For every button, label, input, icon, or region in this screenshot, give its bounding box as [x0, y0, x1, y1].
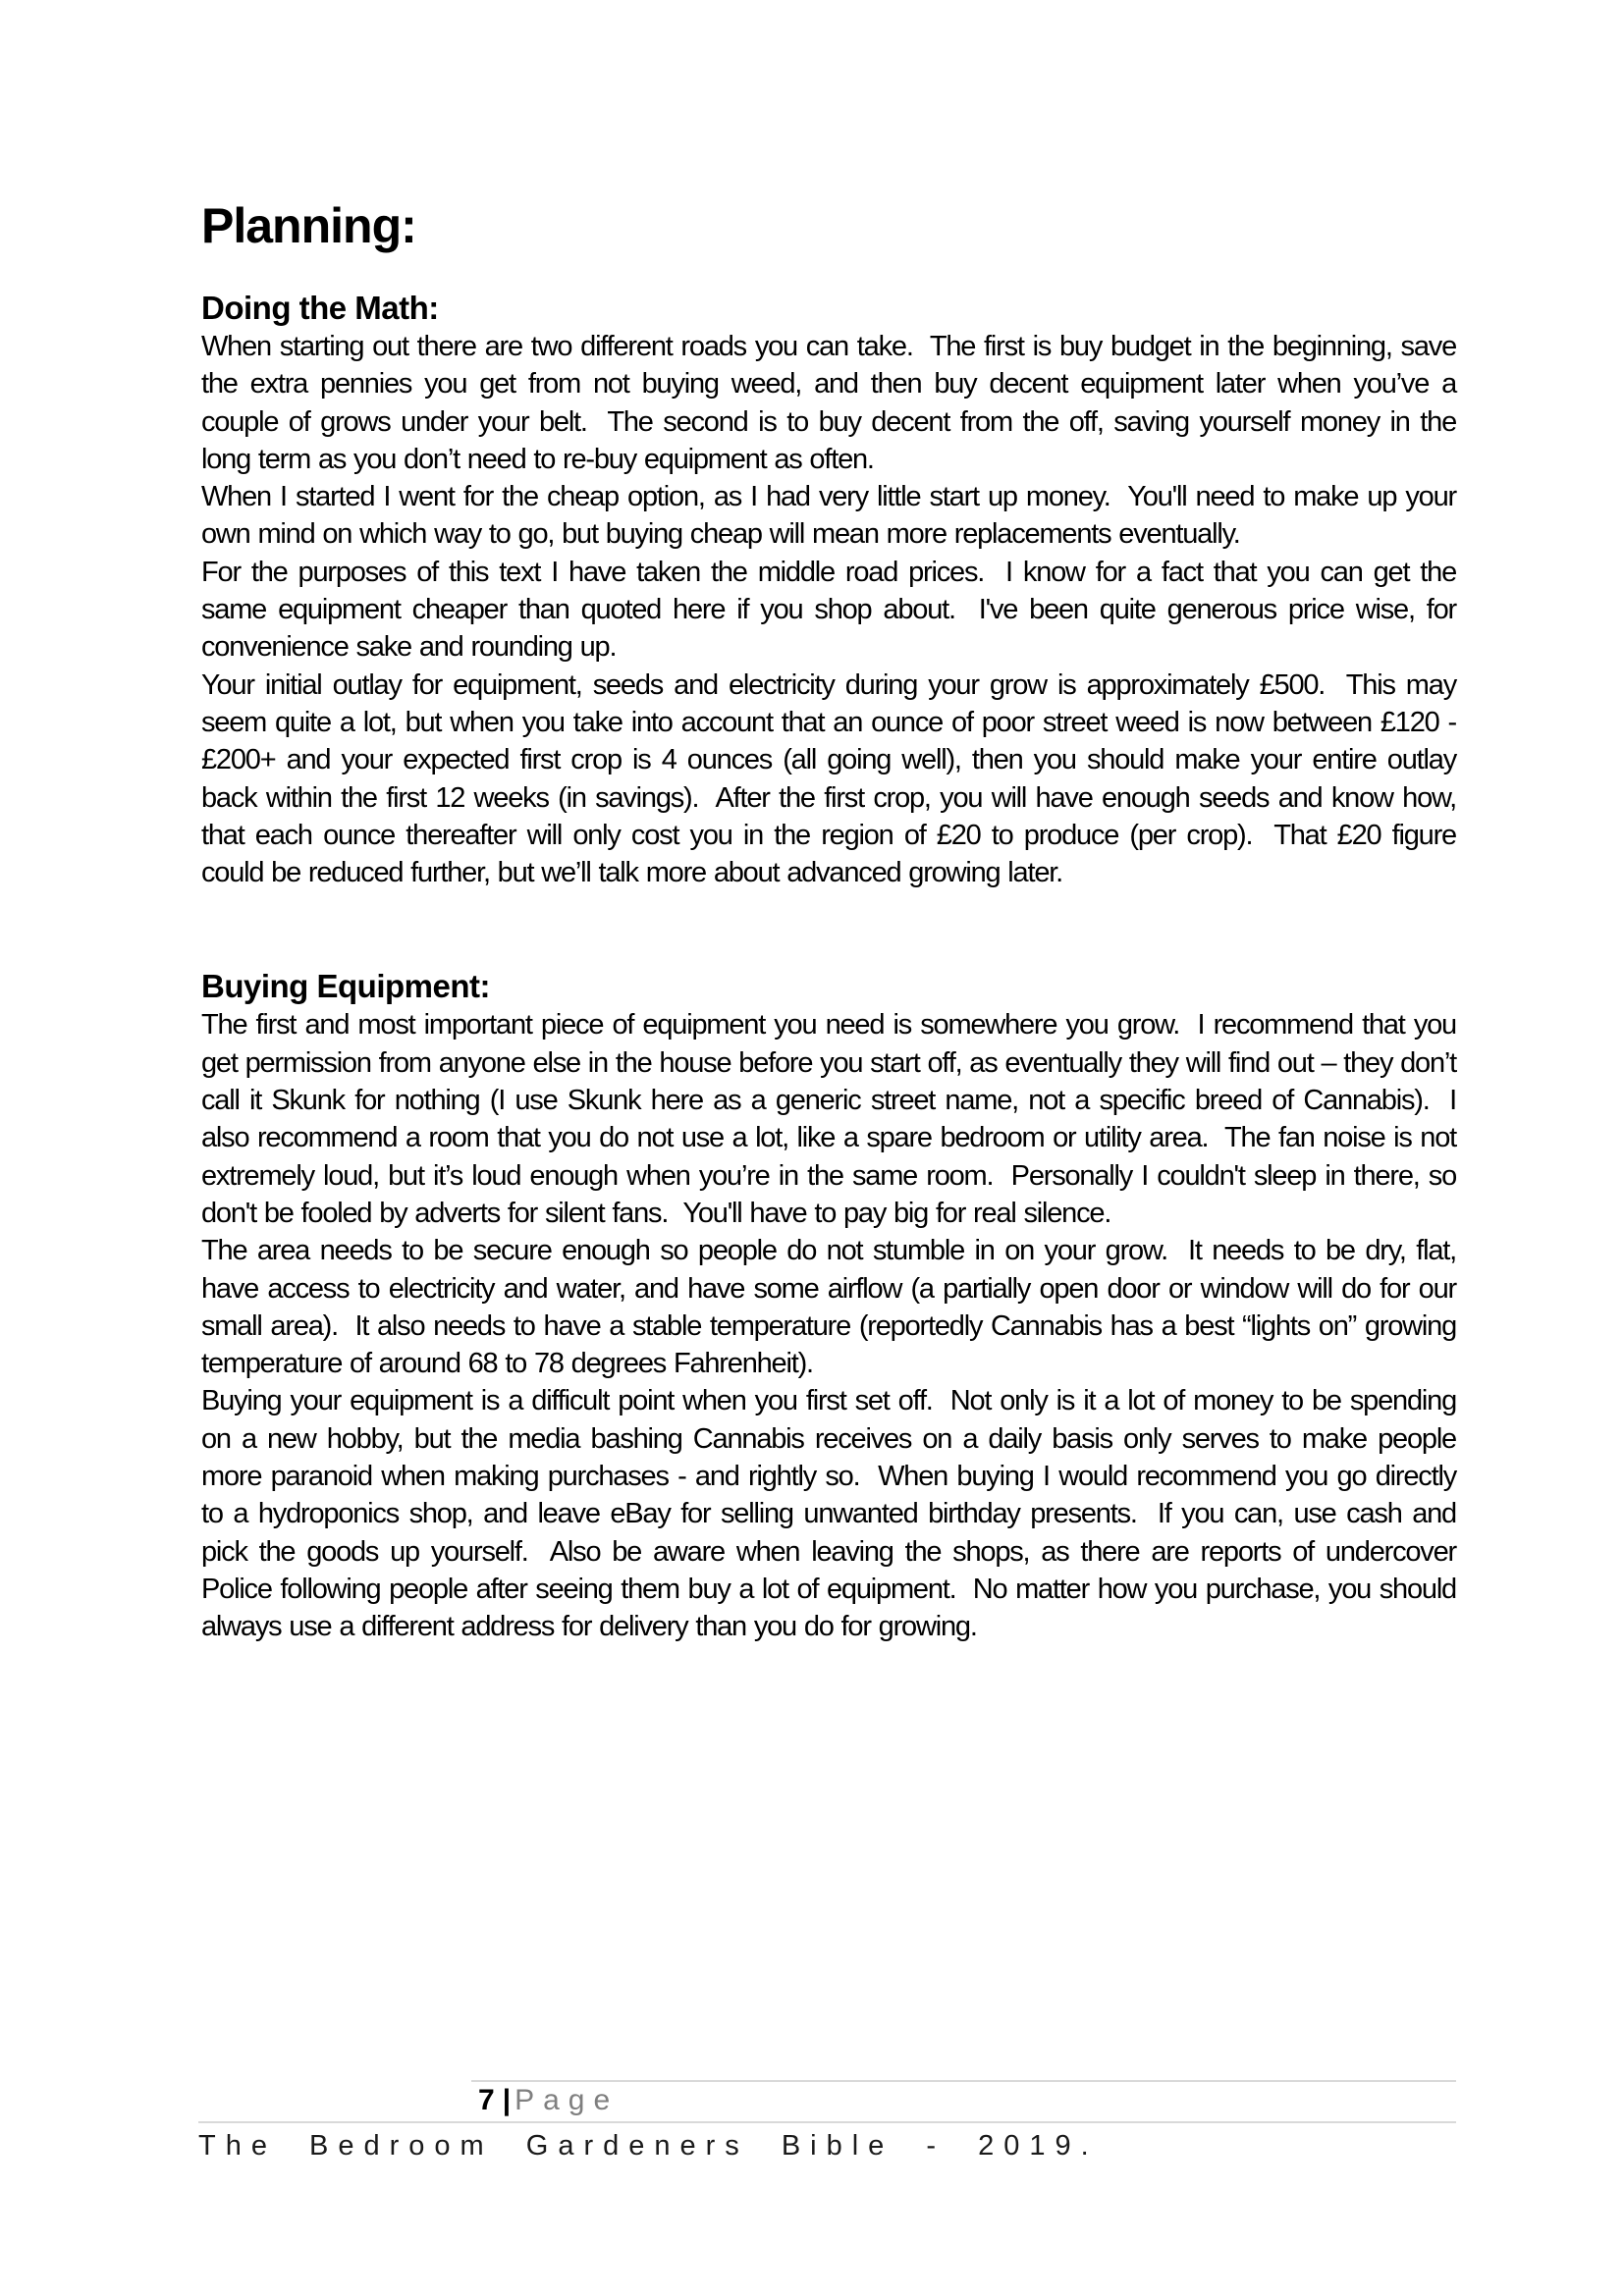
paragraph-cheap-option: When I started I went for the cheap option, as I had very little start up money. You'll need to make up your own mind on which way to go, but buying cheap will mean more replacements eventually. [201, 481, 1456, 551]
section-heading-doing-the-math: Doing the Math: [201, 290, 439, 326]
page-title: Planning: [201, 198, 416, 253]
footer-page-number: 7 [478, 2084, 495, 2116]
footer-book-title: The Bedroom Gardeners Bible - 2019. [198, 2130, 1099, 2162]
footer-page-label: Page [514, 2084, 620, 2116]
paragraph-middle-road-prices: For the purposes of this text I have taken the middle road prices. I know for a fact that you can get the same equipment cheaper than quoted here if you shop about. I've been quite generous price wise, for convenience sake and rounding up. [201, 556, 1456, 664]
paragraph-secure-area: The area needs to be secure enough so people do not stumble in on your grow. It needs to be dry, flat, have access to electricity and water, and have some airflow (a partially open door or window will do for our small area). It also needs to have a stable temperature (reportedly Cannabis has a best “lights on” growing temperature of around 68 to 78 degrees Fahrenheit). [201, 1235, 1456, 1380]
footer-divider: | [502, 2084, 512, 2116]
paragraph-buying-difficult: Buying your equipment is a difficult point when you first set off. Not only is it a lot of money to be spending on a new hobby, but the media bashing Cannabis receives on a daily basis only serves to make people more paranoid when making purchases - and rightly so. When buying I would recommend you go directly to a hydroponics shop, and leave eBay for selling unwanted birthday presents. If you can, use cash and pick the goods up yourself. Also be aware when leaving the shops, as there are reports of undercover Police following people after seeing them buy a lot of equipment. No matter how you purchase, you should always use a different address for delivery than you do for growing. [201, 1385, 1456, 1643]
footer-page-line [478, 2083, 619, 2118]
footer-rule-bottom [198, 2121, 1456, 2123]
paragraph-initial-outlay: Your initial outlay for equipment, seeds and electricity during your grow is approximately £500. This may seem quite a lot, but when you take into account that an ounce of poor street weed is now between £120 - £200+ and your expected first crop is 4 ounces (all going well), then you should make your entire outlay back within the first 12 weeks (in savings). After the first crop, you will have enough seeds and know how, that each ounce thereafter will only cost you in the region of £20 to produce (per crop). That £20 figure could be reduced further, but we’ll talk more about advanced growing later. [201, 668, 1456, 889]
footer-rule-top [471, 2080, 1456, 2082]
paragraph-somewhere-to-grow: The first and most important piece of equipment you need is somewhere you grow. I recommend that you get permission from anyone else in the house before you start off, as eventually they will find out – they don’t call it Skunk for nothing (I use Skunk here as a generic street name, not a specific breed of Cannabis). I also recommend a room that you do not use a lot, like a spare bedroom or utility area. The fan noise is not extremely loud, but it’s loud enough when you’re in the same room. Personally I couldn't sleep in there, so don't be fooled by adverts for silent fans. You'll have to pay big for real silence. [201, 1009, 1456, 1229]
paragraph-two-roads: When starting out there are two different roads you can take. The first is buy budget in the beginning, save the extra pennies you get from not buying weed, and then buy decent equipment later when you’ve a couple of grows under your belt. The second is to buy decent from the off, saving yourself money in the long term as you don’t need to re-buy equipment as often. [201, 331, 1456, 475]
section-heading-buying-equipment: Buying Equipment: [201, 968, 490, 1005]
